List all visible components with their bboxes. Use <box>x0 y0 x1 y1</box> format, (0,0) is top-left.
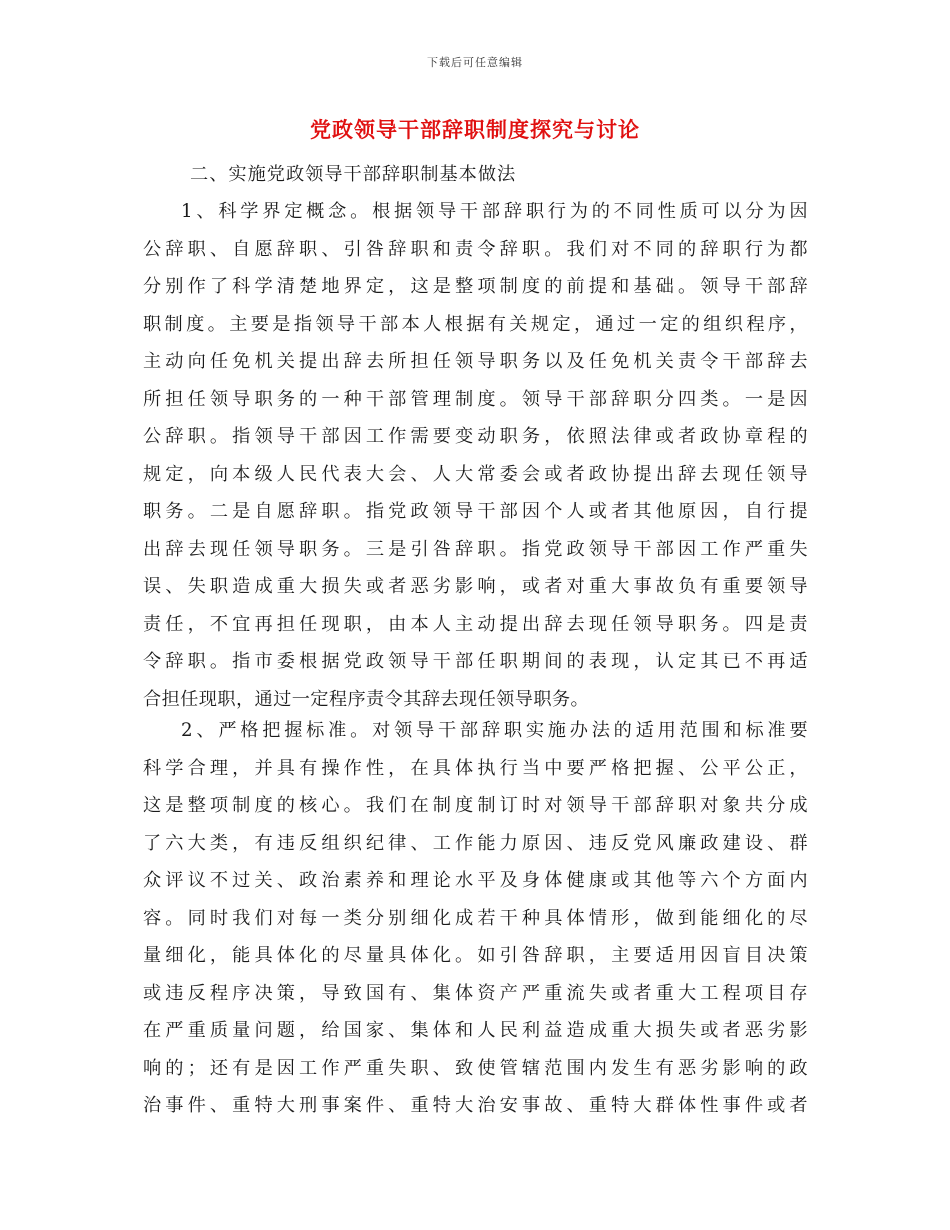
paragraph-line: 公辞职、自愿辞职、引咎辞职和责令辞职。我们对不同的辞职行为都 <box>143 238 808 260</box>
paragraph-line: 公辞职。指领导干部因工作需要变动职务，依照法律或者政协章程的 <box>143 426 808 447</box>
paragraph-line: 1、科学界定概念。根据领导干部辞职行为的不同性质可以分为因 <box>181 201 808 222</box>
section-heading: 二、实施党政领导干部辞职制基本做法 <box>190 164 517 185</box>
paragraph-line: 规定，向本级人民代表大会、人大常委会或者政协提出辞去现任领导 <box>143 463 808 485</box>
paragraph-line: 主动向任免机关提出辞去所担任领导职务以及任免机关责令干部辞去 <box>143 351 808 372</box>
paragraph-line: 响的；还有是因工作严重失职、致使管辖范围内发生有恶劣影响的政 <box>143 1057 808 1079</box>
page-header-note: 下载后可任意编辑 <box>427 56 523 69</box>
paragraph-line: 众评议不过关、政治素养和理论水平及身体健康或其他等六个方面内 <box>143 870 808 891</box>
paragraph-line: 治事件、重特大刑事案件、重特大治安事故、重特大群体性事件或者 <box>143 1095 808 1116</box>
paragraph-line: 合担任现职，通过一定程序责令其辞去现任领导职务。 <box>143 688 590 710</box>
paragraph-line: 责任，不宜再担任现职，由本人主动提出辞去现任领导职务。四是责 <box>143 613 808 635</box>
paragraph-line: 了六大类，有违反组织纪律、工作能力原因、违反党风廉政建设、群 <box>143 832 808 854</box>
paragraph-line: 或违反程序决策，导致国有、集体资产严重流失或者重大工程项目存 <box>143 982 808 1004</box>
paragraph-line: 所担任领导职务的一种干部管理制度。领导干部辞职分四类。一是因 <box>143 388 808 410</box>
paragraph-line: 职务。二是自愿辞职。指党政领导干部因个人或者其他原因，自行提 <box>143 501 808 522</box>
paragraph-line: 2、严格把握标准。对领导干部辞职实施办法的适用范围和标准要 <box>181 720 808 741</box>
paragraph-line: 科学合理，并具有操作性，在具体执行当中要严格把握、公平公正， <box>143 757 808 779</box>
paragraph-line: 分别作了科学清楚地界定，这是整项制度的前提和基础。领导干部辞 <box>143 276 808 297</box>
paragraph-line: 量细化，能具体化的尽量具体化。如引咎辞职，主要适用因盲目决策 <box>143 945 808 966</box>
paragraph-line: 出辞去现任领导职务。三是引咎辞职。指党政领导干部因工作严重失 <box>143 538 808 560</box>
paragraph-1 <box>143 193 808 718</box>
paragraph-line: 误、失职造成重大损失或者恶劣影响，或者对重大事故负有重要领导 <box>143 576 808 597</box>
paragraph-line: 容。同时我们对每一类分别细化成若干种具体情形，做到能细化的尽 <box>143 907 808 929</box>
document-title: 党政领导干部辞职制度探究与讨论 <box>310 117 640 142</box>
paragraph-line: 在严重质量问题，给国家、集体和人民利益造成重大损失或者恶劣影 <box>143 1020 808 1041</box>
paragraph-line: 这是整项制度的核心。我们在制度制订时对领导干部辞职对象共分成 <box>143 795 808 816</box>
paragraph-line: 职制度。主要是指领导干部本人根据有关规定，通过一定的组织程序， <box>143 313 808 335</box>
paragraph-line: 令辞职。指市委根据党政领导干部任职期间的表现，认定其已不再适 <box>143 651 808 672</box>
paragraph-2 <box>143 712 808 1125</box>
